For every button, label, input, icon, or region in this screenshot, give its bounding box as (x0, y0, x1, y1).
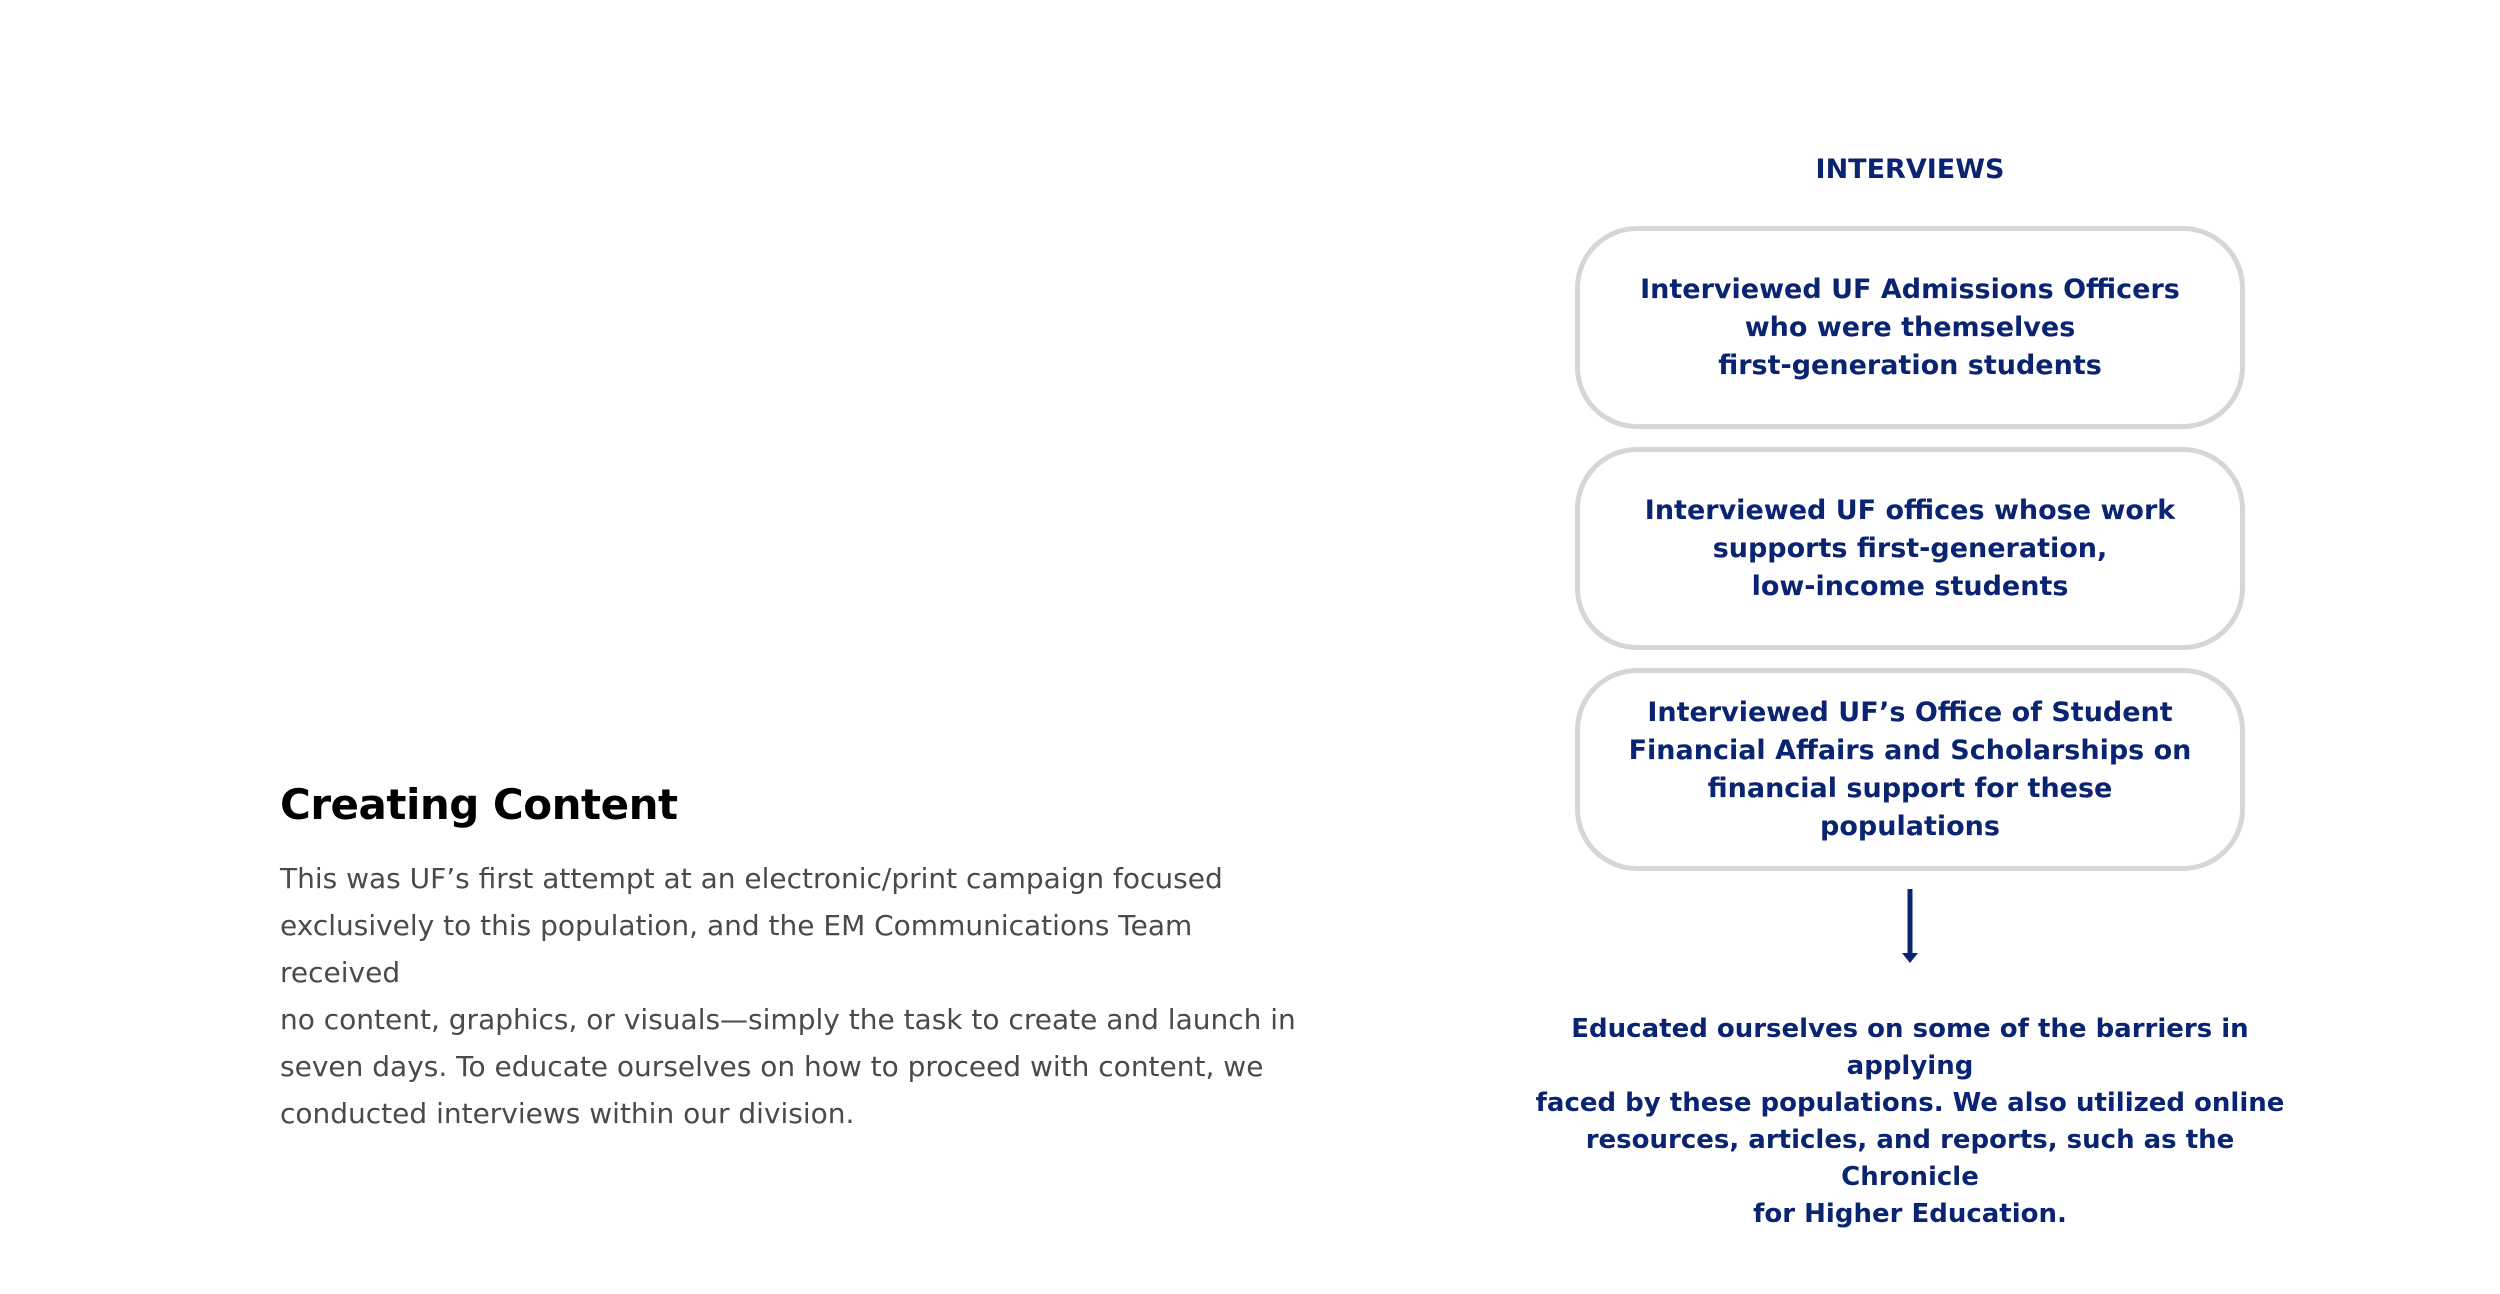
interview-box-text: Interviewed UF’s Office of Student Financial Affairs and Scholarships on financial support for these populations (1628, 696, 2192, 842)
section-heading: Creating Content (280, 780, 678, 829)
interview-box-text: Interviewed UF Admissions Officers who were themselves first-generation students (1640, 273, 2180, 381)
section-paragraph: This was UF’s first attempt at an electronic/print campaign focused exclusively to this population, and the EM Communications Team received no content, graphics, or visuals—simply the task to create and launch in seven days. To educate ourselves on how to proceed with content, we conducted interviews within our division. (280, 862, 1296, 1130)
interview-box-list (1530, 226, 2290, 871)
interview-box-offices (1575, 447, 2245, 650)
research-summary: Educated ourselves on some of the barriers in applying faced by these populations. We also utilized online resources, articles, and reports, such as the Chronicle for Higher Education. (1535, 1014, 2285, 1229)
arrow-down-icon (1898, 889, 1922, 965)
interview-box-admissions (1575, 226, 2245, 429)
interview-box-financial-affairs (1575, 668, 2245, 871)
interviews-flow (1530, 150, 2290, 1233)
interviews-label: INTERVIEWS (1815, 154, 2005, 185)
content-section (280, 775, 1320, 1137)
interview-box-text: Interviewed UF offices whose work supports first-generation, low-income students (1644, 494, 2176, 602)
